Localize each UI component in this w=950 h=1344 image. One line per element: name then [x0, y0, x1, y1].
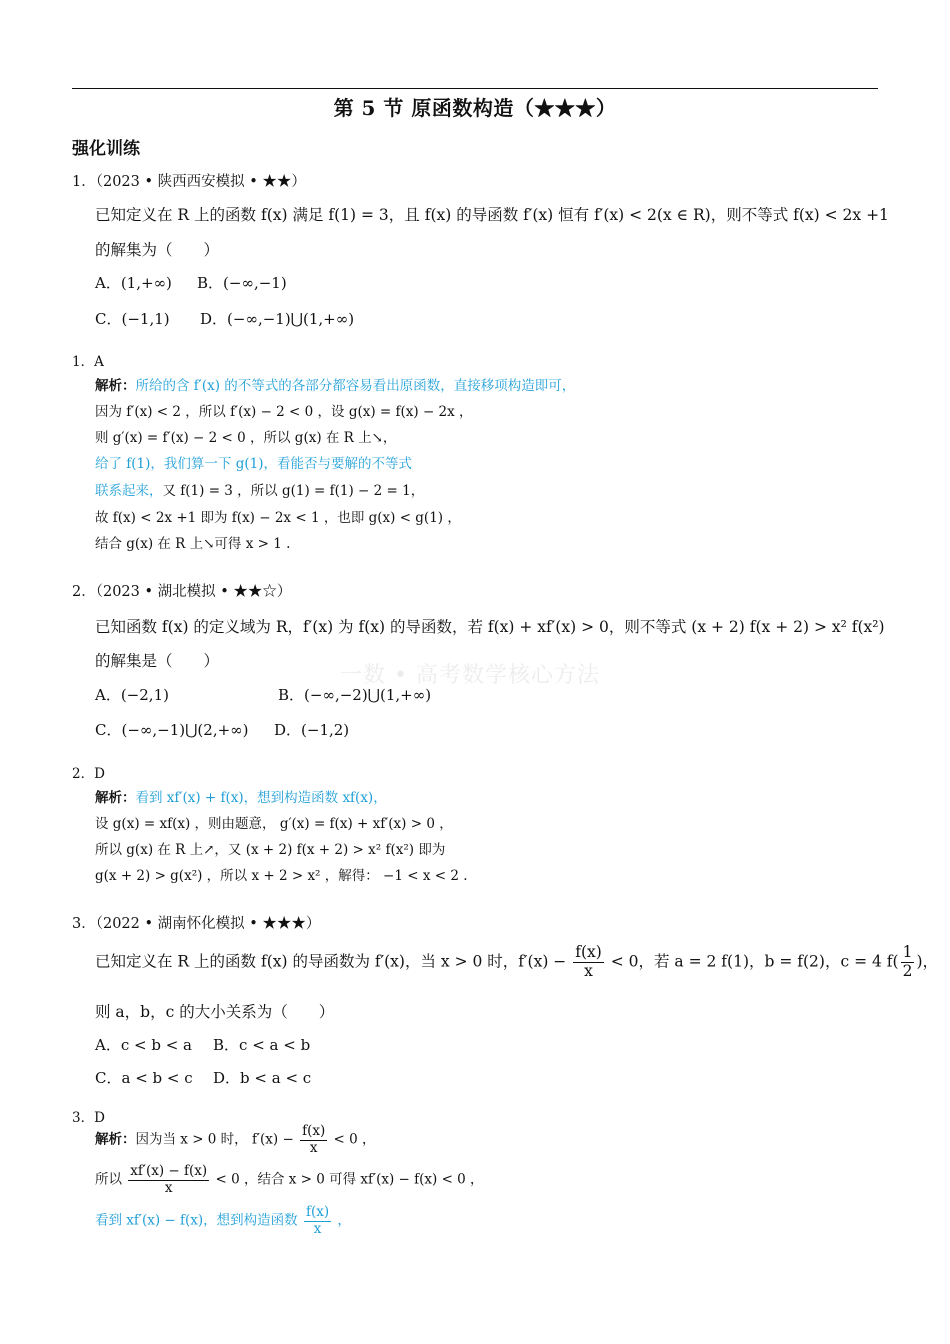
a3-fraction-fx-over-x: [300, 1124, 327, 1156]
q1-stem-line2: 的解集为（ ）: [95, 241, 220, 259]
a3-line1: [95, 1124, 376, 1156]
a1-line1: [95, 374, 575, 394]
q3-header: 3．（2022 • 湖南怀化模拟 • ★★★）: [72, 916, 321, 932]
a1-line5: [95, 479, 424, 499]
q3-stem-part3: )，: [916, 952, 938, 971]
a1-hint1: 所给的含 f′(x) 的不等式的各部分都容易看出原函数，直接移项构造即可，: [135, 378, 576, 394]
q3-half-numerator: 1: [902, 943, 913, 961]
q3-fraction-fx-over-x: [573, 944, 604, 981]
a3-line2-part2: < 0 ，结合 x > 0 可得 xf′(x) − f(x) < 0 ，: [215, 1171, 484, 1188]
q2-option-d: D．(−1,2): [274, 721, 350, 739]
a3-line3-part2: ，: [337, 1212, 351, 1229]
q2-header: 2．（2023 • 湖北模拟 • ★★☆）: [72, 584, 292, 600]
q2-stem-line2: 的解集是（ ）: [95, 652, 220, 670]
q3-stem-part1: 已知定义在 R 上的函数 f(x) 的导函数为 f′(x)，当 x > 0 时，f′(x) −: [95, 952, 567, 971]
watermark: 一数 • 高考数学核心方法: [340, 663, 600, 688]
a3-answer: 3．D: [72, 1110, 105, 1126]
q3-frac-denominator: x: [584, 961, 593, 980]
a2-line3: 所以 g(x) 在 R 上↗，又 (x + 2) f(x + 2) > x² f(x²) 即为: [95, 842, 446, 858]
a1-label: 解析：: [95, 378, 136, 394]
a1-line3: 则 g′(x) = f′(x) − 2 < 0 ，所以 g(x) 在 R 上↘，: [95, 430, 397, 446]
a2-line1: [95, 786, 387, 806]
q1-option-a: A．(1,+∞): [95, 274, 172, 292]
q3-option-c: C．a < b < c: [95, 1069, 193, 1087]
page-title: 第 5 节 原函数构造（★★★）: [333, 96, 617, 120]
header-rule: [72, 88, 878, 89]
q2-option-a: A．(−2,1): [95, 686, 169, 704]
q3-stem-part2: < 0，若 a = 2 f(1)，b = f(2)，c = 4 f(: [610, 952, 899, 971]
a3-frac1-denominator: x: [309, 1139, 318, 1156]
a1-answer: 1．A: [72, 354, 104, 370]
a1-line5-text: 又 f(1) = 3 ，所以 g(1) = f(1) − 2 = 1，: [162, 483, 425, 499]
q1-option-b: B．(−∞,−1): [197, 274, 287, 292]
a2-hint1: 看到 xf′(x) + f(x)，想到构造函数 xf(x)，: [135, 790, 387, 806]
a3-line3: [95, 1205, 351, 1237]
q3-option-d: D．b < a < c: [213, 1069, 312, 1087]
q1-header: 1．（2023 • 陕西西安模拟 • ★★）: [72, 174, 306, 190]
a3-line3-part1: 看到 xf′(x) − f(x)，想到构造函数: [95, 1212, 298, 1229]
a1-line4: 给了 f(1)，我们算一下 g(1)，看能否与要解的不等式: [95, 456, 412, 472]
q3-stem-line2: 则 a，b，c 的大小关系为（ ）: [95, 1003, 335, 1021]
a3-frac3-numerator: f(x): [305, 1204, 330, 1220]
a3-line2: [95, 1164, 484, 1196]
q3-option-a: A．c < b < a: [95, 1036, 192, 1054]
a2-label: 解析：: [95, 790, 136, 806]
q3-half-denominator: 2: [902, 961, 913, 980]
a1-line2: 因为 f′(x) < 2 ，所以 f′(x) − 2 < 0 ，设 g(x) = f(x) − 2x ，: [95, 404, 473, 420]
a3-label: 解析：: [95, 1131, 136, 1148]
a3-frac1-numerator: f(x): [302, 1123, 326, 1139]
a2-answer: 2．D: [72, 766, 105, 782]
a3-frac2-numerator: xf′(x) − f(x): [130, 1163, 208, 1179]
a3-line1-part2: < 0 ，: [333, 1131, 376, 1148]
a1-line6: 故 f(x) < 2x +1 即为 f(x) − 2x < 1 ，也即 g(x) < g(1) ，: [95, 510, 461, 526]
q1-option-c: C．(−1,1): [95, 310, 170, 328]
a2-line4: g(x + 2) > g(x²) ，所以 x + 2 > x² ，解得： −1 < x < 2 .: [95, 868, 468, 884]
a3-fraction-construct: [304, 1205, 331, 1237]
a3-frac2-denominator: x: [164, 1179, 173, 1196]
q3-frac-numerator: f(x): [575, 943, 602, 961]
q3-fraction-half: [901, 944, 915, 981]
a1-line7: 结合 g(x) 在 R 上↘可得 x > 1 .: [95, 536, 291, 552]
a3-frac3-denominator: x: [313, 1220, 322, 1237]
q3-option-b: B．c < a < b: [213, 1036, 311, 1054]
q1-option-d: D．(−∞,−1)⋃(1,+∞): [200, 310, 355, 328]
a3-line1-part1: 因为当 x > 0 时， f′(x) −: [135, 1131, 294, 1148]
q2-option-c: C．(−∞,−1)⋃(2,+∞): [95, 721, 249, 739]
a3-fraction-derivative: [128, 1164, 209, 1196]
section-heading: 强化训练: [72, 139, 140, 159]
q2-stem-line1: 已知函数 f(x) 的定义域为 R，f′(x) 为 f(x) 的导函数，若 f(x) + xf′(x) > 0，则不等式 (x + 2) f(x + 2) > x² f(x²): [95, 618, 885, 636]
a1-line5-hint: 联系起来，: [95, 483, 163, 499]
a3-line2-part1: 所以: [95, 1171, 122, 1188]
q1-stem-line1: 已知定义在 R 上的函数 f(x) 满足 f(1) = 3，且 f(x) 的导函数 f′(x) 恒有 f′(x) < 2(x ∈ R)，则不等式 f(x) < 2x +1: [95, 206, 889, 224]
q3-stem-line1: [95, 944, 938, 981]
a2-line2: 设 g(x) = xf(x) ，则由题意， g′(x) = f(x) + xf′(x) > 0 ，: [95, 816, 453, 832]
q2-option-b: B．(−∞,−2)⋃(1,+∞): [278, 686, 432, 704]
